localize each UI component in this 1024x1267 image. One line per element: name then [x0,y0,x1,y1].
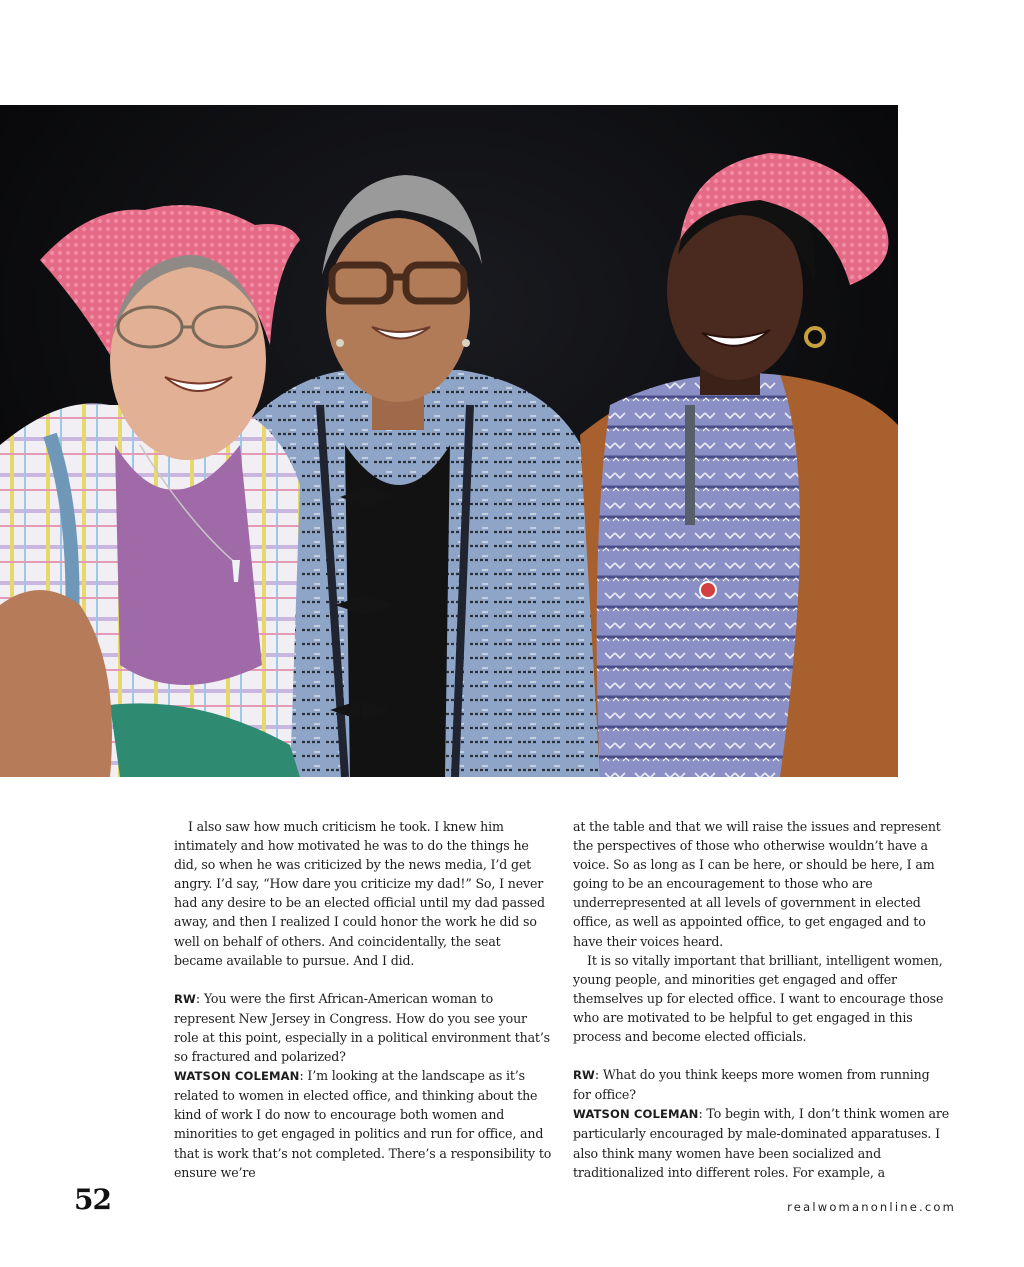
speaker-label: WATSON COLEMAN [573,1107,699,1122]
qa-text: : To begin with, I don’t think women are particularly encouraged by male-dominated apparatuses. I also think many women have been socialized and traditionalized into different roles. For example, a [573,1106,950,1180]
qa-answer [174,1066,552,1182]
qa-text: : I’m looking at the landscape as it’s related to women in elected office, and thinking about the kind of work I do now to encourage both women and minorities to get engaged in politics and run for office, and that is work that’s not completed. There’s a responsibility to ensure we’re [174,1068,552,1180]
page-number: 52 [74,1183,111,1216]
photo-illustration [0,105,898,777]
qa-text: : What do you think keeps more women from running for office? [573,1067,930,1103]
speaker-label: RW [174,991,196,1006]
website-link[interactable]: realwomanonline.com [787,1200,956,1214]
body-paragraph: I also saw how much criticism he took. I knew him intimately and how motivated he was to do the things he did, so when he was criticized by the news media, I’d get angry. I’d say, “How dare you criticize my dad!” So, I never had any desire to be an elected official until my dad passed away, and then I realized I could honor the work he did so well on behalf of others. And coincidentally, the seat became available to pursue. And I did. [174,819,545,968]
article-left-column [174,817,552,1182]
qa-question [573,1065,951,1104]
qa-text: : You were the first African-American woman to represent New Jersey in Congress. How do you see your role at this point, especially in a political environment that’s so fractured and polarized? [174,990,550,1065]
qa-answer [573,1104,951,1181]
three-women-photo [0,105,898,777]
body-paragraph: It is so vitally important that brilliant, intelligent women, young people, and minorities get engaged and offer themselves up for elected office. I want to encourage those who are motivated to be helpful to get engaged in this process and become elected officials. [573,952,944,1045]
body-paragraph: at the table and that we will raise the issues and represent the perspectives of those who otherwise wouldn’t have a voice. So as long as I can be here, or should be here, I am going to be an encouragement to those who are underrepresented at all levels of government in elected office, as well as appointed office, to get engaged and to have their voices heard. [573,819,941,949]
speaker-label: WATSON COLEMAN [174,1069,300,1084]
qa-question [174,989,552,1066]
article-right-column [573,817,951,1182]
speaker-label: RW [573,1068,595,1083]
